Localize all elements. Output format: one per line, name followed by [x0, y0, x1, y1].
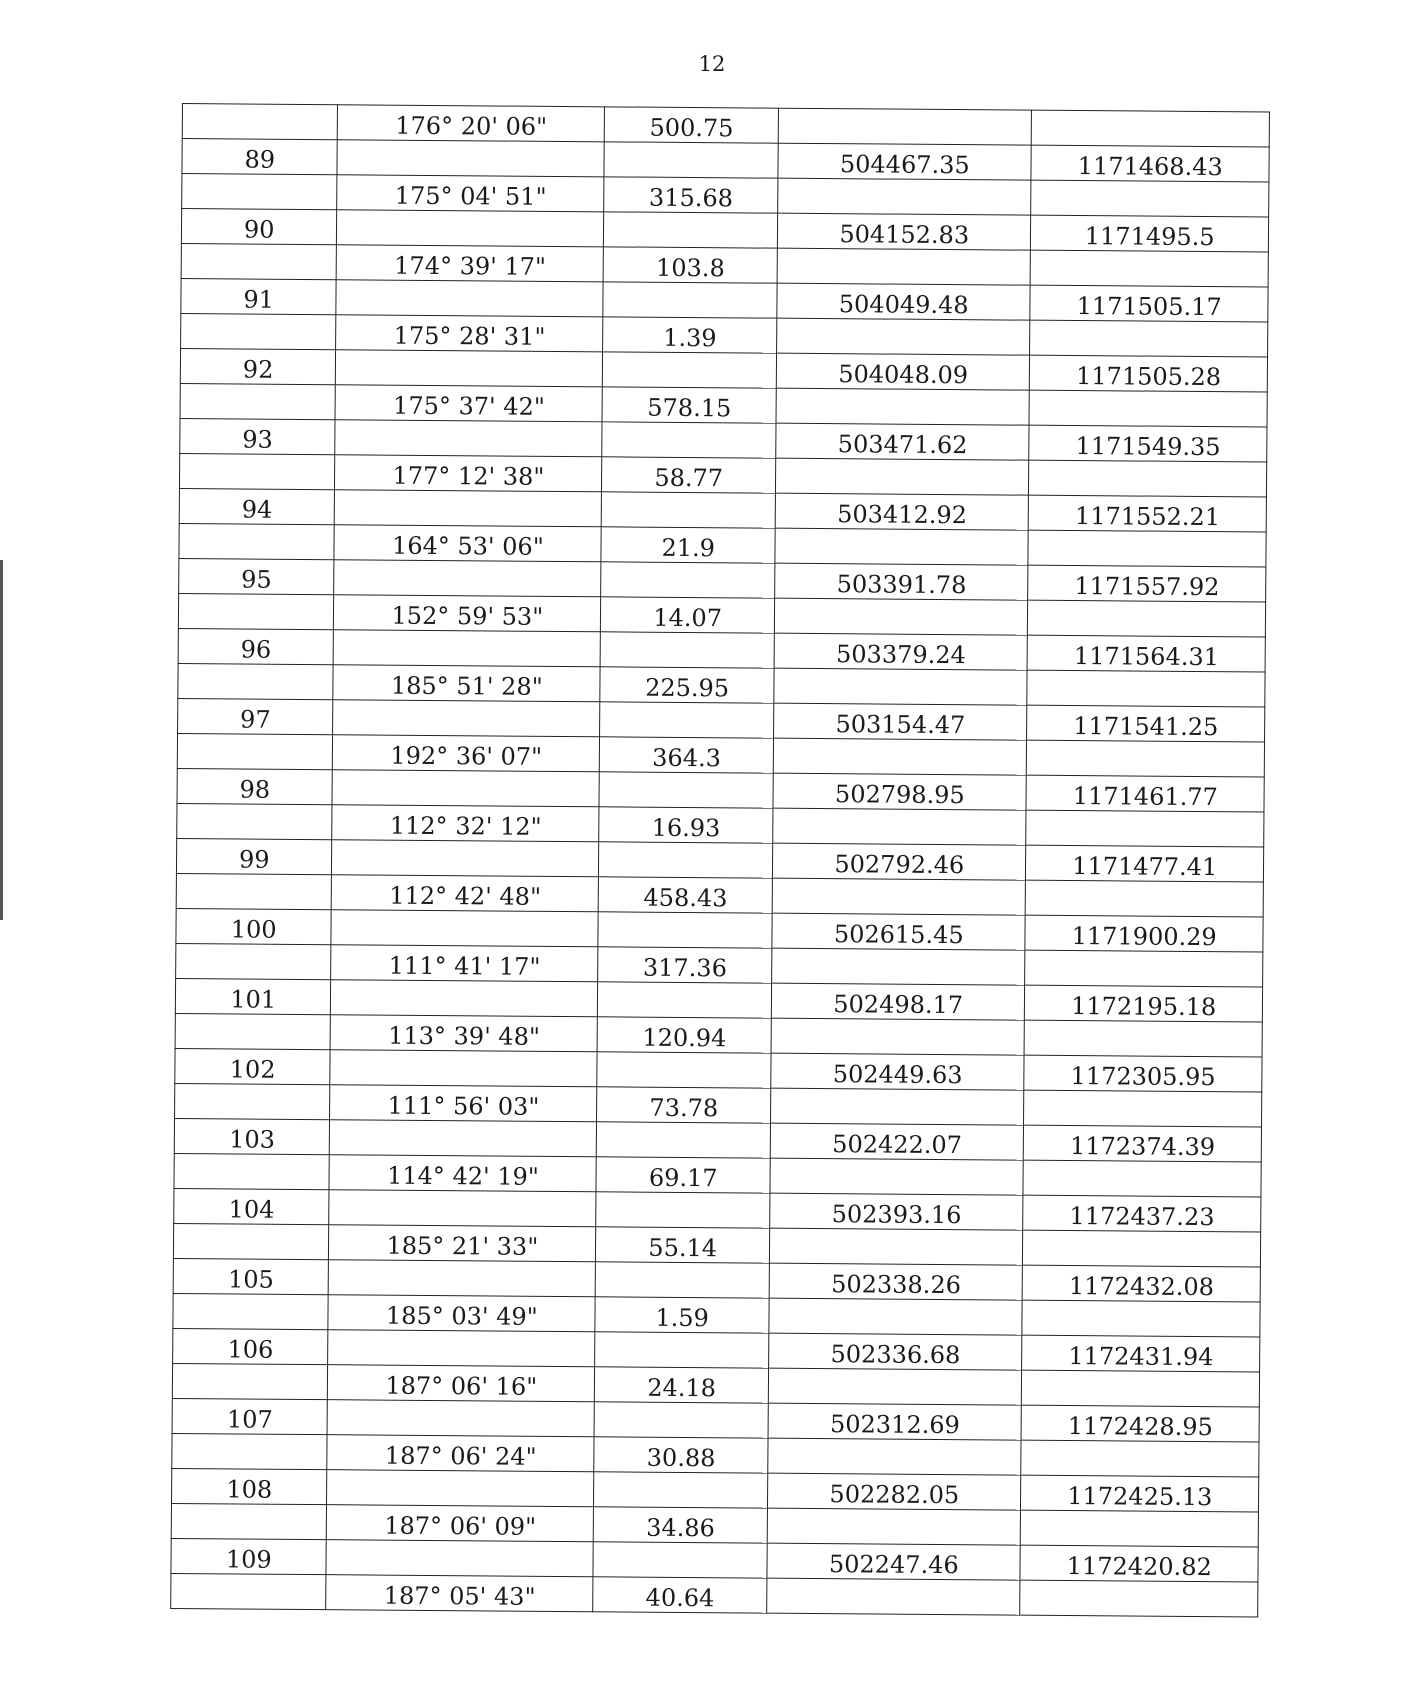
bearing-cell: 174° 39' 17" — [337, 245, 604, 282]
distance-cell — [601, 492, 775, 528]
easting-cell — [776, 388, 1030, 425]
point-number-cell — [179, 523, 335, 559]
easting-cell — [771, 1018, 1025, 1055]
distance-cell: 317.36 — [598, 947, 772, 983]
northing-cell: 1172431.94 — [1022, 1335, 1260, 1372]
distance-cell — [599, 842, 773, 878]
easting-cell — [767, 1508, 1021, 1545]
point-number-cell: 101 — [175, 978, 331, 1014]
northing-cell: 1171505.17 — [1030, 285, 1268, 322]
point-number-cell: 107 — [172, 1398, 328, 1434]
northing-cell — [1020, 1580, 1258, 1617]
northing-cell — [1026, 810, 1264, 847]
distance-cell — [600, 702, 774, 738]
easting-cell — [772, 878, 1026, 915]
distance-cell: 24.18 — [595, 1367, 769, 1403]
point-number-cell — [176, 943, 332, 979]
point-number-cell: 98 — [177, 768, 333, 804]
easting-cell — [773, 808, 1027, 845]
easting-cell: 502282.05 — [768, 1473, 1022, 1510]
easting-cell: 502393.16 — [770, 1193, 1024, 1230]
easting-cell: 502798.95 — [773, 773, 1027, 810]
point-number-cell: 104 — [174, 1188, 330, 1224]
point-number-cell: 89 — [182, 139, 338, 175]
northing-cell: 1171541.25 — [1027, 705, 1265, 742]
page-number: 12 — [698, 52, 726, 76]
easting-cell — [771, 1088, 1025, 1125]
bearing-cell: 175° 37' 42" — [335, 385, 602, 422]
point-number-cell: 106 — [173, 1328, 329, 1364]
distance-cell: 21.9 — [601, 527, 775, 563]
northing-cell: 1171468.43 — [1031, 145, 1269, 182]
bearing-cell — [331, 980, 598, 1017]
bearing-cell — [327, 1470, 594, 1507]
easting-cell — [778, 178, 1032, 215]
northing-cell: 1171477.41 — [1026, 845, 1264, 882]
northing-cell — [1029, 460, 1267, 497]
distance-cell — [603, 352, 777, 388]
bearing-cell — [334, 630, 601, 667]
point-number-cell: 95 — [179, 558, 335, 594]
northing-cell — [1023, 1230, 1261, 1267]
point-number-cell — [182, 174, 338, 210]
point-number-cell: 103 — [174, 1118, 330, 1154]
point-number-cell — [171, 1573, 327, 1609]
northing-cell — [1032, 110, 1270, 147]
bearing-cell — [334, 560, 601, 597]
northing-cell: 1172425.13 — [1021, 1475, 1259, 1512]
easting-cell — [775, 528, 1029, 565]
distance-cell — [597, 1052, 771, 1088]
point-number-cell — [173, 1223, 329, 1259]
distance-cell: 73.78 — [597, 1087, 771, 1123]
distance-cell: 40.64 — [593, 1577, 767, 1613]
bearing-cell: 185° 03' 49" — [328, 1295, 595, 1332]
easting-cell — [777, 248, 1031, 285]
point-number-cell: 105 — [173, 1258, 329, 1294]
distance-cell: 58.77 — [602, 457, 776, 493]
point-number-cell — [175, 1083, 331, 1119]
bearing-cell — [337, 210, 604, 247]
distance-cell: 14.07 — [601, 597, 775, 633]
point-number-cell — [175, 1013, 331, 1049]
distance-cell: 1.59 — [595, 1297, 769, 1333]
point-number-cell: 94 — [179, 488, 335, 524]
easting-cell — [774, 598, 1028, 635]
easting-cell — [770, 1228, 1024, 1265]
distance-cell — [601, 562, 775, 598]
point-number-cell — [182, 104, 338, 140]
point-number-cell: 90 — [181, 209, 337, 245]
easting-cell — [770, 1158, 1024, 1195]
northing-cell: 1172195.18 — [1025, 985, 1263, 1022]
bearing-cell: 185° 51' 28" — [333, 665, 600, 702]
point-number-cell: 102 — [175, 1048, 331, 1084]
bearing-cell — [335, 490, 602, 527]
point-number-cell: 91 — [181, 278, 337, 314]
bearing-cell: 111° 41' 17" — [331, 945, 598, 982]
point-number-cell — [179, 453, 335, 489]
point-number-cell — [180, 383, 336, 419]
easting-cell: 502247.46 — [767, 1543, 1021, 1580]
easting-cell: 503154.47 — [774, 703, 1028, 740]
northing-cell — [1024, 1090, 1262, 1127]
northing-cell — [1027, 670, 1265, 707]
point-number-cell: 96 — [178, 628, 334, 664]
bearing-cell: 176° 20' 06" — [338, 105, 605, 142]
easting-cell: 503412.92 — [775, 493, 1029, 530]
distance-cell: 458.43 — [598, 877, 772, 913]
point-number-cell: 92 — [180, 348, 336, 384]
northing-cell — [1023, 1160, 1261, 1197]
bearing-cell — [336, 280, 603, 317]
point-number-cell — [178, 663, 334, 699]
northing-cell: 1172432.08 — [1023, 1265, 1261, 1302]
easting-cell — [776, 458, 1030, 495]
point-number-cell: 100 — [176, 908, 332, 944]
distance-cell — [604, 142, 778, 178]
northing-cell: 1171564.31 — [1028, 635, 1266, 672]
distance-cell — [594, 1402, 768, 1438]
bearing-cell — [329, 1260, 596, 1297]
bearing-cell — [329, 1190, 596, 1227]
northing-cell — [1025, 950, 1263, 987]
bearing-cell: 187° 05' 43" — [326, 1575, 593, 1612]
point-number-cell: 93 — [180, 418, 336, 454]
bearing-cell — [333, 700, 600, 737]
northing-cell — [1022, 1370, 1260, 1407]
northing-cell: 1171505.28 — [1030, 355, 1268, 392]
bearing-cell: 187° 06' 24" — [327, 1435, 594, 1472]
bearing-cell — [335, 420, 602, 457]
survey-table-body — [171, 104, 1270, 1617]
northing-cell: 1171549.35 — [1029, 425, 1267, 462]
northing-cell — [1027, 740, 1265, 777]
point-number-cell — [178, 593, 334, 629]
distance-cell: 315.68 — [604, 177, 778, 213]
distance-cell — [604, 212, 778, 248]
bearing-cell: 187° 06' 09" — [327, 1505, 594, 1542]
northing-cell — [1021, 1510, 1259, 1547]
distance-cell: 364.3 — [600, 737, 774, 773]
bearing-cell — [327, 1400, 594, 1437]
point-number-cell: 99 — [176, 838, 332, 874]
point-number-cell — [177, 733, 333, 769]
easting-cell: 504152.83 — [777, 213, 1031, 250]
point-number-cell — [171, 1503, 327, 1539]
distance-cell: 225.95 — [600, 667, 774, 703]
distance-cell — [595, 1262, 769, 1298]
distance-cell — [600, 632, 774, 668]
bearing-cell — [331, 910, 598, 947]
bearing-cell: 164° 53' 06" — [334, 525, 601, 562]
distance-cell: 103.8 — [603, 247, 777, 283]
distance-cell: 120.94 — [597, 1017, 771, 1053]
bearing-cell — [337, 140, 604, 177]
northing-cell — [1022, 1300, 1260, 1337]
distance-cell — [595, 1332, 769, 1368]
bearing-cell — [328, 1330, 595, 1367]
distance-cell: 30.88 — [594, 1437, 768, 1473]
bearing-cell: 177° 12' 38" — [335, 455, 602, 492]
distance-cell: 34.86 — [594, 1507, 768, 1543]
easting-cell: 504467.35 — [778, 143, 1032, 180]
point-number-cell: 108 — [172, 1468, 328, 1504]
distance-cell: 1.39 — [603, 317, 777, 353]
bearing-cell — [332, 770, 599, 807]
easting-cell: 504049.48 — [777, 283, 1031, 320]
bearing-cell: 175° 28' 31" — [336, 315, 603, 352]
distance-cell — [596, 1192, 770, 1228]
easting-cell: 503471.62 — [776, 423, 1030, 460]
bearing-cell — [326, 1540, 593, 1577]
northing-cell — [1026, 880, 1264, 917]
easting-cell: 503391.78 — [775, 563, 1029, 600]
distance-cell: 500.75 — [605, 107, 779, 143]
northing-cell — [1029, 390, 1267, 427]
easting-cell — [778, 108, 1032, 145]
northing-cell: 1172428.95 — [1022, 1405, 1260, 1442]
bearing-cell: 111° 56' 03" — [330, 1085, 597, 1122]
easting-cell — [774, 668, 1028, 705]
point-number-cell — [174, 1153, 330, 1189]
distance-cell — [598, 912, 772, 948]
bearing-cell: 112° 42' 48" — [332, 875, 599, 912]
easting-cell: 504048.09 — [776, 353, 1030, 390]
northing-cell: 1171495.5 — [1031, 215, 1269, 252]
point-number-cell: 97 — [178, 698, 334, 734]
distance-cell: 55.14 — [596, 1227, 770, 1263]
easting-cell — [768, 1438, 1022, 1475]
easting-cell — [767, 1578, 1021, 1615]
easting-cell: 502498.17 — [771, 983, 1025, 1020]
northing-cell — [1025, 1020, 1263, 1057]
bearing-cell: 185° 21' 33" — [329, 1225, 596, 1262]
easting-cell — [773, 738, 1027, 775]
easting-cell: 502338.26 — [769, 1263, 1023, 1300]
northing-cell — [1031, 180, 1269, 217]
point-number-cell — [172, 1363, 328, 1399]
easting-cell — [768, 1368, 1022, 1405]
bearing-cell: 112° 32' 12" — [332, 805, 599, 842]
northing-cell: 1171557.92 — [1028, 565, 1266, 602]
easting-cell — [769, 1298, 1023, 1335]
bearing-cell: 192° 36' 07" — [333, 735, 600, 772]
point-number-cell: 109 — [171, 1538, 327, 1574]
easting-cell: 502449.63 — [771, 1053, 1025, 1090]
distance-cell — [597, 1122, 771, 1158]
distance-cell — [598, 982, 772, 1018]
easting-cell: 502422.07 — [770, 1123, 1024, 1160]
distance-cell — [599, 772, 773, 808]
northing-cell: 1171900.29 — [1025, 915, 1263, 952]
bearing-cell: 114° 42' 19" — [329, 1155, 596, 1192]
northing-cell — [1030, 320, 1268, 357]
distance-cell — [593, 1542, 767, 1578]
northing-cell: 1172420.82 — [1020, 1545, 1258, 1582]
point-number-cell — [173, 1293, 329, 1329]
distance-cell — [602, 422, 776, 458]
northing-cell — [1028, 600, 1266, 637]
bearing-cell: 113° 39' 48" — [331, 1015, 598, 1052]
northing-cell — [1021, 1440, 1259, 1477]
northing-cell — [1028, 530, 1266, 567]
scan-edge-mark — [0, 560, 3, 920]
distance-cell — [594, 1472, 768, 1508]
easting-cell: 502336.68 — [769, 1333, 1023, 1370]
easting-cell: 503379.24 — [774, 633, 1028, 670]
survey-coordinates-table — [170, 103, 1270, 1617]
easting-cell: 502312.69 — [768, 1403, 1022, 1440]
point-number-cell — [177, 803, 333, 839]
distance-cell: 16.93 — [599, 807, 773, 843]
point-number-cell — [181, 243, 337, 279]
bearing-cell: 175° 04' 51" — [337, 175, 604, 212]
bearing-cell: 187° 06' 16" — [328, 1365, 595, 1402]
easting-cell — [777, 318, 1031, 355]
distance-cell — [603, 282, 777, 318]
northing-cell: 1172437.23 — [1023, 1195, 1261, 1232]
point-number-cell — [181, 313, 337, 349]
northing-cell: 1172374.39 — [1024, 1125, 1262, 1162]
distance-cell: 69.17 — [596, 1157, 770, 1193]
northing-cell: 1171461.77 — [1026, 775, 1264, 812]
point-number-cell — [176, 873, 332, 909]
bearing-cell — [330, 1050, 597, 1087]
easting-cell: 502615.45 — [772, 913, 1026, 950]
bearing-cell — [332, 840, 599, 877]
easting-cell: 502792.46 — [773, 843, 1027, 880]
northing-cell: 1171552.21 — [1029, 495, 1267, 532]
northing-cell: 1172305.95 — [1024, 1055, 1262, 1092]
bearing-cell — [336, 350, 603, 387]
bearing-cell: 152° 59' 53" — [334, 595, 601, 632]
bearing-cell — [330, 1120, 597, 1157]
northing-cell — [1031, 250, 1269, 287]
point-number-cell — [172, 1433, 328, 1469]
distance-cell: 578.15 — [602, 387, 776, 423]
easting-cell — [772, 948, 1026, 985]
